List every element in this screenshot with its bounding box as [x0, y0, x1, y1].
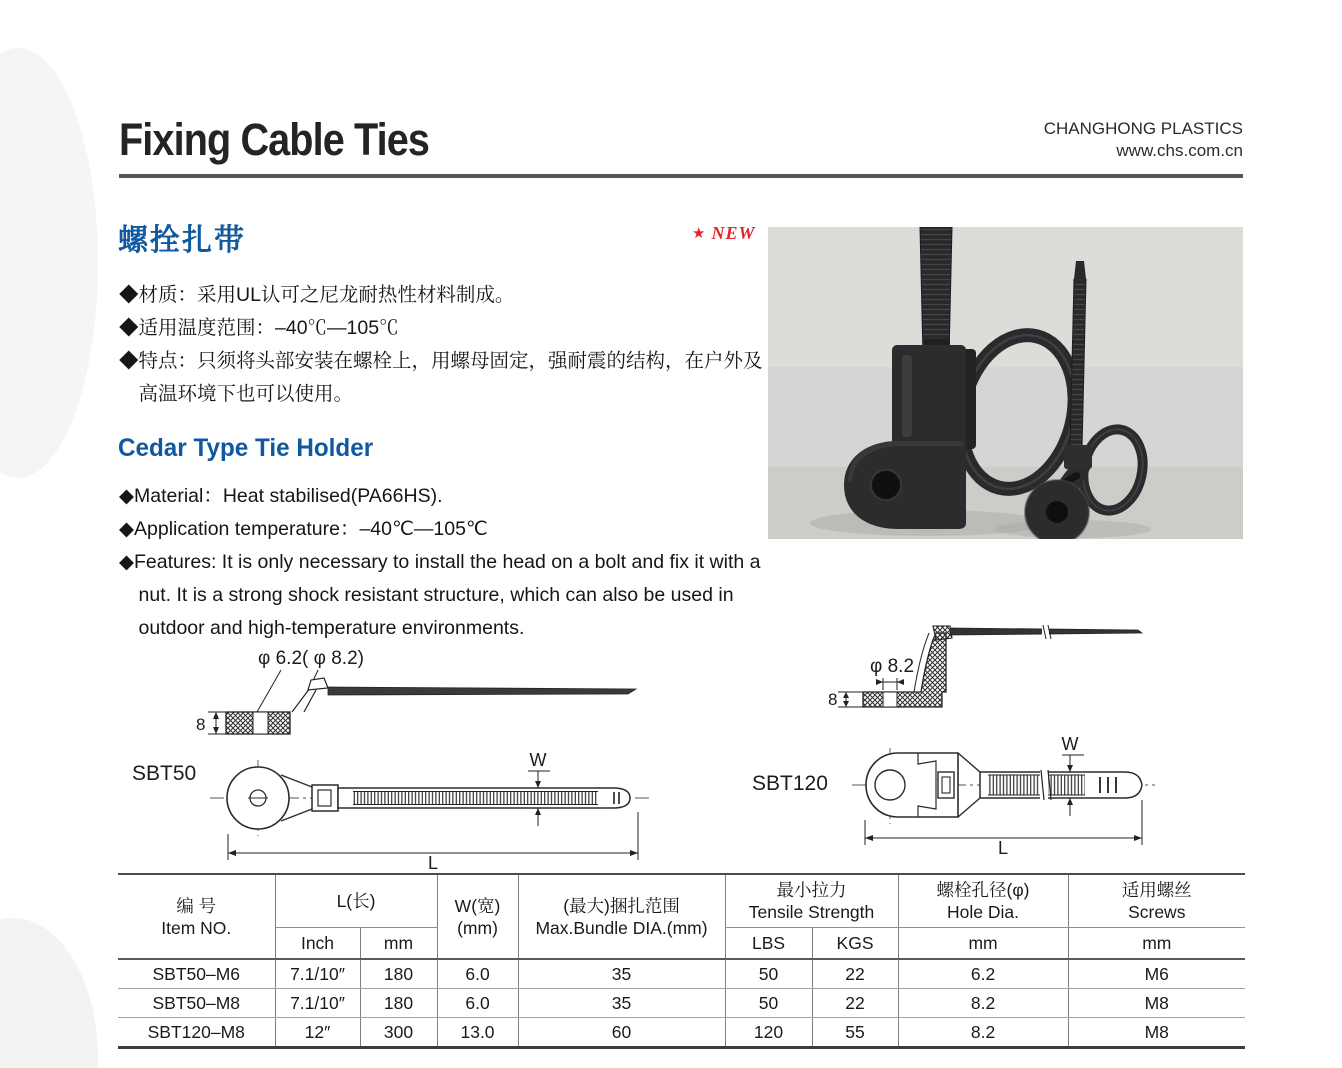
col-header-screws [1068, 874, 1245, 928]
spec-table [118, 873, 1245, 1049]
col-header-tensile [725, 874, 898, 928]
cell-hole: 8.2 [898, 1018, 1068, 1048]
subheader-mm: mm [360, 928, 437, 960]
sbt120-model-label: SBT120 [752, 772, 828, 795]
product-photo [768, 227, 1243, 539]
col-header-bundle-en: Max.Bundle DIA.(mm) [535, 917, 708, 938]
col-header-item-cn: 编 号 [176, 895, 217, 916]
scan-edge-shading-top [0, 48, 98, 478]
cell-bundle: 60 [518, 1018, 725, 1048]
cell-screw: M8 [1144, 1021, 1169, 1042]
subheader-hole-mm: mm [898, 928, 1068, 960]
col-header-hole [898, 874, 1068, 928]
subheader-kgs: KGS [812, 928, 898, 960]
cell-kgs: 22 [812, 989, 898, 1018]
sbt120-height-label: 8 [828, 690, 838, 709]
section-title-en: Cedar Type Tie Holder [118, 434, 374, 462]
cell-width: 6.0 [437, 989, 518, 1018]
cell-item: SBT50–M6 [118, 959, 275, 989]
col-header-tensile-en: Tensile Strength [748, 902, 875, 922]
cell-width: 6.0 [437, 959, 518, 989]
cell-lbs: 50 [725, 959, 812, 989]
cell-length-mm: 300 [360, 1018, 437, 1048]
cell-item: SBT120–M8 [118, 1018, 275, 1048]
subheader-lbs: LBS [725, 928, 812, 960]
cell-length-mm: 180 [360, 959, 437, 989]
cell-bundle: 35 [518, 989, 725, 1018]
sbt120-width-label: W [1061, 734, 1079, 754]
en-bullet-material: ◆Material：Heat stabilised(PA66HS). [119, 485, 443, 507]
col-header-width [437, 874, 518, 959]
cell-screw: M6 [1068, 959, 1245, 989]
col-header-item-en: Item NO. [161, 917, 232, 938]
cell-kgs: 22 [812, 959, 898, 989]
cell-length-mm: 180 [360, 989, 437, 1018]
table-row [118, 959, 1245, 989]
cell-hole: 6.2 [898, 959, 1068, 989]
table-row [118, 989, 1245, 1018]
en-bullet-list [119, 480, 781, 645]
company-name: CHANGHONG PLASTICS [1043, 119, 1243, 138]
sbt50-model-label: SBT50 [132, 762, 197, 785]
sbt50-length-label: L [427, 853, 439, 870]
cell-length-inch: 7.1/10″ [275, 989, 360, 1018]
header-divider [119, 174, 1243, 178]
new-label: NEW [711, 223, 756, 243]
col-header-bundle [518, 874, 725, 959]
cn-bullet-temperature: ◆适用温度范围：–40℃—105℃ [119, 317, 399, 339]
cell-length-inch: 12″ [275, 1018, 360, 1048]
en-bullet-temperature: ◆Application temperature：–40℃—105℃ [119, 518, 488, 540]
subheader-screws-mm: mm [1068, 928, 1245, 960]
subheader-inch: Inch [275, 928, 360, 960]
cell-kgs: 55 [812, 1018, 898, 1048]
col-header-screws-cn: 适用螺丝 [1121, 880, 1192, 900]
cn-bullet-features: ◆特点：只须将头部安装在螺栓上，用螺母固定，强耐震的结构，在户外及高温环境下也可以使用。 [119, 350, 763, 405]
spec-table-section [118, 873, 1245, 1049]
col-header-tensile-cn: 最小拉力 [776, 880, 847, 900]
cell-lbs: 120 [725, 1018, 812, 1048]
sbt120-technical-drawing [740, 600, 1250, 855]
sbt120-length-label: L [997, 838, 1009, 855]
cell-item: SBT50–M8 [118, 989, 275, 1018]
cell-bundle: 35 [518, 959, 725, 989]
scan-edge-shading-bottom [0, 918, 98, 1068]
star-icon: ★ [692, 225, 706, 242]
cell-hole: 8.2 [898, 989, 1068, 1018]
cn-bullet-list [119, 279, 781, 411]
col-header-hole-cn: 螺栓孔径(φ) [936, 880, 1030, 900]
cn-bullet-material: ◆材质：采用UL认可之尼龙耐热性材料制成。 [119, 284, 515, 306]
col-header-width-cn: W(宽) [454, 895, 501, 916]
col-header-item [118, 874, 275, 959]
section-title-cn: 螺拴扎带 [118, 224, 246, 257]
table-row [118, 1018, 1245, 1048]
sbt50-diameter-label: φ 6.2( φ 8.2) [258, 648, 364, 669]
cell-screw: M8 [1068, 989, 1245, 1018]
page-title: Fixing Cable Ties [119, 114, 430, 165]
col-header-width-en: (mm) [457, 917, 498, 938]
sbt50-technical-drawing [118, 638, 683, 870]
cell-length-inch: 7.1/10″ [275, 959, 360, 989]
cell-width: 13.0 [437, 1018, 518, 1048]
sbt50-height-label: 8 [196, 715, 206, 734]
company-website: www.chs.com.cn [1116, 141, 1243, 160]
company-block [1044, 118, 1243, 162]
en-bullet-features: ◆Features: It is only necessary to install the head on a bolt and fix it with a nut. It is a strong shock resistant structure, which can also be used in outdoor and high-temperature environments. [119, 551, 761, 639]
new-badge [692, 223, 755, 244]
sbt50-width-label: W [529, 750, 547, 770]
sbt120-diameter-label: φ 8.2 [870, 656, 915, 677]
cell-lbs: 50 [725, 989, 812, 1018]
col-header-screws-en: Screws [1128, 902, 1186, 922]
col-header-hole-en: Hole Dia. [947, 902, 1019, 922]
col-header-bundle-cn: (最大)捆扎范围 [563, 895, 680, 916]
col-header-length: L(长) [275, 874, 437, 928]
